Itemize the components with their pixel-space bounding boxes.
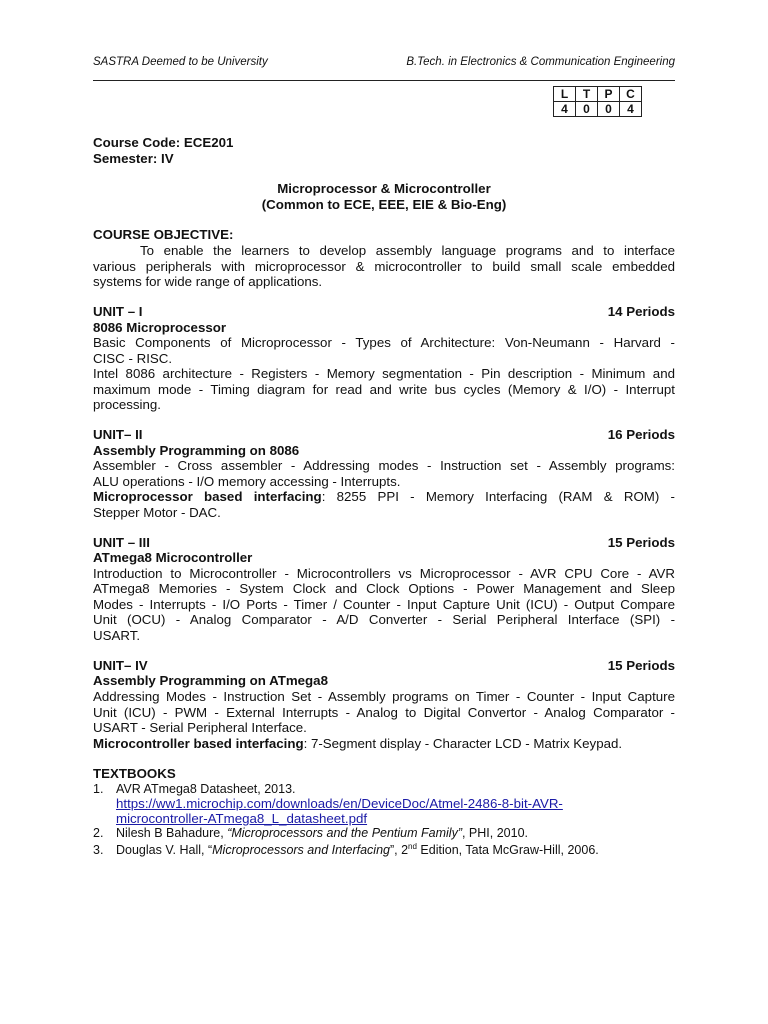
ltpc-label-l: L: [554, 87, 576, 102]
unit-title: Assembly Programming on ATmega8: [93, 673, 328, 688]
unit-line: Basic Components of Microprocessor - Types of Architecture: Von-Neumann - Harvard -: [93, 335, 675, 350]
unit-label: UNIT – III: [93, 535, 150, 550]
textbooks-heading: TEXTBOOKS: [93, 766, 176, 781]
interfacing-label: Microprocessor based interfacing: [93, 489, 322, 504]
textbook-number: 2.: [93, 826, 104, 840]
unit-periods: 15 Periods: [607, 658, 675, 673]
course-subtitle: (Common to ECE, EEE, EIE & Bio-Eng): [261, 197, 507, 212]
textbook-number: 3.: [93, 843, 104, 857]
ltpc-value-c: 4: [620, 102, 642, 117]
textbook-publisher: , PHI, 2010.: [461, 826, 528, 840]
ltpc-labels-row: [554, 87, 642, 102]
unit-line: USART.: [93, 628, 141, 643]
unit-line: Intel 8086 architecture - Registers - Memory segmentation - Pin description - Minimum and: [93, 366, 675, 381]
unit-4-header: [93, 658, 675, 674]
textbook-author: Douglas V. Hall, “: [116, 843, 213, 857]
university-name: SASTRA Deemed to be University: [93, 56, 268, 68]
running-header: [93, 56, 675, 72]
course-code: Course Code: ECE201: [93, 135, 234, 150]
unit-interfacing-line: [93, 489, 675, 505]
unit-line: Introduction to Microcontroller - Microcontrollers vs Microprocessor - AVR CPU Core - AVR: [93, 566, 675, 581]
textbook-3-entry: [116, 843, 599, 858]
textbook-2-entry: [116, 826, 528, 841]
datasheet-link[interactable]: https://ww1.microchip.com/downloads/en/DeviceDoc/Atmel-2486-8-bit-AVR-: [116, 796, 563, 811]
unit-title: 8086 Microprocessor: [93, 320, 227, 335]
textbook-title: Microprocessors and Interfacing: [212, 843, 390, 857]
unit-line: USART - Serial Peripheral Interface.: [93, 720, 307, 735]
unit-1-header: [93, 304, 675, 320]
unit-title: Assembly Programming on 8086: [93, 443, 300, 458]
unit-line: CISC - RISC.: [93, 351, 173, 366]
ltpc-values-row: [554, 102, 642, 117]
unit-periods: 15 Periods: [607, 535, 675, 550]
textbook-author: Nilesh B Bahadure,: [116, 826, 228, 840]
objective-line: various peripherals with microprocessor & microcontroller to build small scale embedded: [93, 259, 675, 274]
unit-line: processing.: [93, 397, 161, 412]
datasheet-link-continued[interactable]: microcontroller-ATmega8_L_datasheet.pdf: [116, 811, 368, 826]
course-title: Microprocessor & Microcontroller: [277, 181, 491, 196]
ltpc-value-t: 0: [576, 102, 598, 117]
unit-line: Stepper Motor - DAC.: [93, 505, 221, 520]
unit-periods: 16 Periods: [607, 427, 675, 442]
ltpc-value-l: 4: [554, 102, 576, 117]
unit-line: Unit (ICU) - PWM - External Interrupts - Analog to Digital Convertor - Analog Comparator -: [93, 705, 675, 720]
unit-line: ATmega8 Memories - System Clock and Clock Options - Power Management and Sleep: [93, 581, 675, 596]
objective-line: To enable the learners to develop assembly language programs and to interface: [140, 243, 675, 258]
unit-label: UNIT– IV: [93, 658, 148, 673]
unit-line: maximum mode - Timing diagram for read and write bus cycles (Memory & I/O) - Interrupt: [93, 382, 675, 397]
unit-periods: 14 Periods: [607, 304, 675, 319]
ltpc-label-p: P: [598, 87, 620, 102]
unit-interfacing-line: [93, 736, 675, 752]
unit-label: UNIT– II: [93, 427, 143, 442]
unit-3-header: [93, 535, 675, 551]
ltpc-value-p: 0: [598, 102, 620, 117]
textbook-number: 1.: [93, 782, 104, 796]
header-divider: [93, 80, 675, 81]
unit-label: UNIT – I: [93, 304, 143, 319]
objective-line: systems for wide range of applications.: [93, 274, 323, 289]
unit-2-header: [93, 427, 675, 443]
program-name: B.Tech. in Electronics & Communication Engineering: [406, 56, 675, 68]
interfacing-label: Microcontroller based interfacing: [93, 736, 304, 751]
unit-line: Assembler - Cross assembler - Addressing modes - Instruction set - Assembly programs:: [93, 458, 675, 473]
semester: Semester: IV: [93, 151, 174, 166]
ltpc-label-t: T: [576, 87, 598, 102]
ltpc-label-c: C: [620, 87, 642, 102]
unit-line: Modes - Interrupts - I/O Ports - Timer / Counter - Input Capture Unit (ICU) - Output Compare: [93, 597, 675, 612]
unit-line: Unit (OCU) - Analog Comparator - A/D Converter - Serial Peripheral Interface (SPI) -: [93, 612, 675, 627]
edition-ordinal: nd: [408, 842, 417, 851]
unit-line: Addressing Modes - Instruction Set - Assembly programs on Timer - Counter - Input Capture: [93, 689, 675, 704]
textbook-edition: ”, 2: [389, 843, 409, 857]
interfacing-text: : 7-Segment display - Character LCD - Matrix Keypad.: [303, 736, 623, 751]
textbook-title: “Microprocessors and the Pentium Family”: [227, 826, 462, 840]
ltpc-table: [553, 86, 642, 117]
interfacing-text: : 8255 PPI - Memory Interfacing (RAM & ROM) -: [321, 489, 675, 504]
textbook-publisher: Edition, Tata McGraw-Hill, 2006.: [416, 843, 599, 857]
unit-line: ALU operations - I/O memory accessing - Interrupts.: [93, 474, 401, 489]
unit-title: ATmega8 Microcontroller: [93, 550, 253, 565]
textbook-1-text: AVR ATmega8 Datasheet, 2013.: [116, 782, 296, 796]
objective-heading: COURSE OBJECTIVE:: [93, 227, 234, 242]
